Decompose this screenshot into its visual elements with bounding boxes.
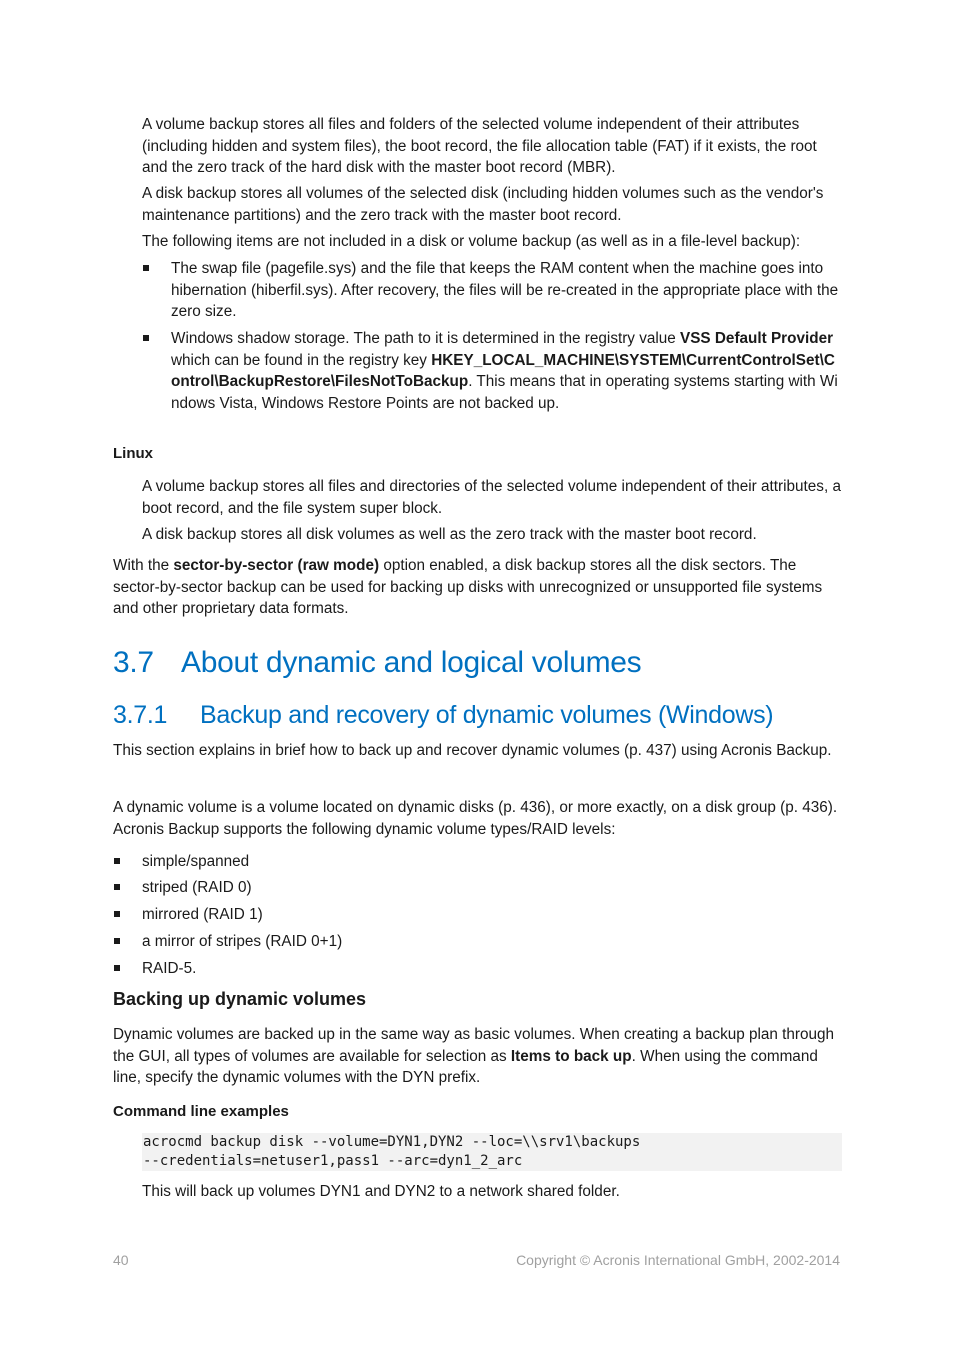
linux-disk-paragraph: A disk backup stores all disk volumes as well as the zero track with the master boot record. xyxy=(142,526,757,543)
sector-paragraph: With the sector-by-sector (raw mode) option enabled, a disk backup stores all the disk sectors. The sector-by-sector backup can be used for backing up disks with unrecognized or unsupported file systems and other proprietary data formats. xyxy=(113,557,823,618)
bullet-icon xyxy=(114,911,120,917)
bullet-icon xyxy=(114,965,120,971)
registry-key-path: HKEY_LOCAL_MACHINE\SYSTEM\CurrentControlSet\Control\BackupRestore\FilesNotToBackup xyxy=(171,351,835,391)
command-line-examples-heading: Command line examples xyxy=(113,1103,289,1120)
section-heading: 3.7 About dynamic and logical volumes xyxy=(113,646,642,679)
command-note: This will back up volumes DYN1 and DYN2 to a network shared folder. xyxy=(142,1183,620,1200)
backing-up-heading: Backing up dynamic volumes xyxy=(113,989,367,1009)
code-line: --credentials=netuser1,pass1 --arc=dyn1_2_arc xyxy=(143,1153,523,1169)
dyn-definition-paragraph: A dynamic volume is a volume located on dynamic disks (p. 436), or more exactly, on a disk group (p. 436). Acronis Backup supports the following dynamic volume types/RAID levels: xyxy=(113,799,838,838)
bullet-icon xyxy=(114,938,120,944)
bullet-icon xyxy=(114,858,120,864)
bullet-icon xyxy=(143,265,149,271)
bullet-icon xyxy=(143,335,149,341)
linux-volume-paragraph: A volume backup stores all files and directories of the selected volume independent of their attributes, a boot record, and the file system super block. xyxy=(142,478,841,517)
items-to-back-up-label: Items to back up xyxy=(510,1047,632,1065)
disk-backup-paragraph: A disk backup stores all volumes of the selected disk (including hidden volumes such as the vendor's maintenance partitions) and the zero track with the master boot record. xyxy=(142,185,824,224)
dyn-intro-paragraph: This section explains in brief how to back up and recover dynamic volumes (p. 437) using Acronis Backup. xyxy=(113,742,832,759)
excluded-items-intro: The following items are not included in a disk or volume backup (as well as in a file-level backup): xyxy=(142,233,801,250)
code-block xyxy=(142,1133,842,1171)
sector-option-name: sector-by-sector (raw mode) xyxy=(173,557,380,574)
volume-backup-paragraph: A volume backup stores all files and folders of the selected volume independent of their attributes (including hidden and system files), the boot record, the file allocation table (FAT) if it exists, the root and the zero track of the hard disk with the master boot record (MBR). xyxy=(142,116,817,177)
bullet-icon xyxy=(114,884,120,890)
copyright-notice: Copyright © Acronis International GmbH, 2002-2014 xyxy=(516,1252,840,1268)
backing-up-paragraph: Dynamic volumes are backed up in the same way as basic volumes. When creating a backup plan through the GUI, all types of volumes are available for selection as Items to back up. When using the command line, specify the dynamic volumes with the DYN prefix. xyxy=(113,1026,835,1087)
registry-value-name: VSS Default Provider xyxy=(680,330,834,347)
document-page: A volume backup stores all files and folders of the selected volume independent of their attributes (including hidden and system files), the boot record, the file allocation table (FAT) if it exists, the root and the zero track of the hard disk with the master boot record (MBR). A disk backup stores all volumes of the selected disk (including hidden volumes such as the vendor's maintenance partitions) and the zero track with the master boot record. The following items are not included in a disk or volume backup (as well as in a file-level backup): The swap file (pagefile.sys) and the file that keeps the RAM content when the machine goes into hibernation (hiberfil.sys). After recovery, the files will be re-created in the appropriate place with the zero size. Windows shadow storage. The path to it is determined in the registry value VSS Default Provider which can be found in the registry key HKEY_LOCAL_MACHINE\SYSTEM\CurrentControlSet\Control\BackupRestore\FilesNotToBackup. This means that in operating systems starting with Windows Vista, Windows Restore Points are not backed up. Linux A volume backup stores all files and directories of the selected volume independent of their attributes, a boot record, and the file system super block. A disk backup stores all disk volumes as well as the zero track with the master boot record. With the sector-by-sector (raw mode) option enabled, a disk backup stores all the disk sectors. The sector-by-sector backup can be used for backing up disks with unrecognized or unsupported file systems and other proprietary data formats. 3.7 About dynamic and logical volumes 3.7.1 Backup and recovery of dynamic volumes (Windows) This section explains in brief how to back up and recover dynamic volumes (p. 437) using Acronis Backup. A dynamic volume is a volume located on dynamic disks (p. 436), or more exactly, on a disk group (p. 436). Acronis Backup supports the following dynamic volume types/RAID levels: simple/spanned striped (RAID 0) mirrored (RAID 1) a mirror of stripes (RAID 0+1) RAID-5. Backing up dynamic volumes Dynamic volumes are backed up in the same way as basic volumes. When creating a backup plan through the GUI, all types of volumes are available for selection as Items to back up. When using the command line, specify the dynamic volumes with the DYN prefix. Command line examples acrocmd backup disk --volume=DYN1,DYN2 --loc=\\srv1\backups --credentials=netuser1,pass1 --arc=dyn1_2_arc This will back up volumes DYN1 and DYN2 to a network shared folder. 40 Copyright © Acronis International GmbH, 2002-2014 xyxy=(0,0,954,1349)
page-number: 40 xyxy=(113,1252,129,1268)
code-line: acrocmd backup disk --volume=DYN1,DYN2 --loc=\\srv1\backups xyxy=(143,1134,641,1150)
linux-label: Linux xyxy=(113,445,153,462)
list-item-text: Windows shadow storage. The path to it is determined in the registry value VSS Default Provider which can be found in the registry key HKEY_LOCAL_MACHINE\SYSTEM\CurrentControlSet\Control\BackupRestore\FilesNotToBackup. This means that in operating systems starting with Windows Vista, Windows Restore Points are not backed up. xyxy=(171,330,838,412)
list-item-text: The swap file (pagefile.sys) and the file that keeps the RAM content when the machine goes into hibernation (hiberfil.sys). After recovery, the files will be re-created in the appropriate place with the zero size. xyxy=(171,260,839,321)
subsection-heading: 3.7.1 Backup and recovery of dynamic volumes (Windows) xyxy=(113,701,774,729)
